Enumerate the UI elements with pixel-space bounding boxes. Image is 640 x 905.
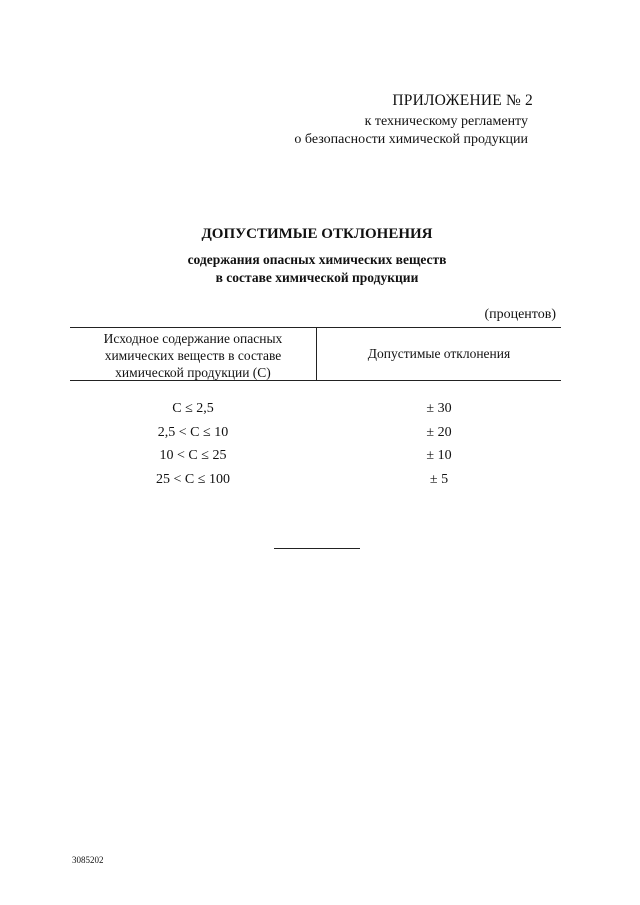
appendix-title: ПРИЛОЖЕНИЕ № 2 (392, 92, 533, 109)
table-row-deviation: ± 30 (426, 401, 452, 416)
table-row-deviation: ± 20 (426, 425, 452, 440)
appendix-subtitle-line-1: к техническому регламенту (364, 114, 528, 129)
document-title: ДОПУСТИМЫЕ ОТКЛОНЕНИЯ (201, 226, 433, 242)
table-row-range: 10 < С ≤ 25 (159, 448, 227, 463)
table-row-range: С ≤ 2,5 (172, 401, 214, 416)
end-separator-line (274, 548, 360, 549)
appendix-subtitle-line-2: о безопасности химической продукции (294, 132, 528, 147)
units-note: (процентов) (484, 307, 556, 322)
table-header-allowed-deviations: Допустимые отклонения (367, 346, 511, 361)
table-header-initial-content (70, 330, 316, 381)
document-code: 3085202 (72, 855, 104, 865)
table-row-deviation: ± 5 (429, 472, 449, 487)
table-row-deviation: ± 10 (426, 448, 452, 463)
table-row-range: 2,5 < С ≤ 10 (157, 425, 229, 440)
document-subtitle-line-1: содержания опасных химических веществ (187, 252, 447, 267)
header-left-line: химических веществ в составе (104, 348, 282, 363)
table-row-range: 25 < С ≤ 100 (156, 472, 230, 487)
header-left-line: химической продукции (С) (115, 365, 271, 380)
document-subtitle-line-2: в составе химической продукции (215, 270, 419, 285)
header-left-line: Исходное содержание опасных (103, 331, 283, 346)
